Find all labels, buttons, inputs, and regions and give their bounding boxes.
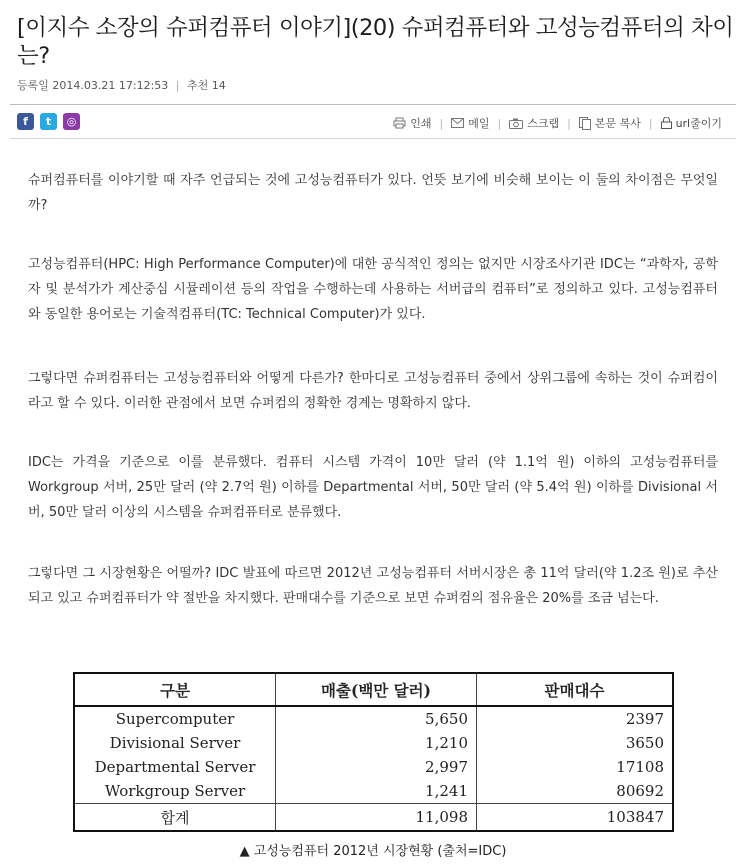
toolbar-divider: | [439,116,444,130]
scrap-button[interactable] [509,115,559,131]
table-cell: 11,098 [276,804,477,832]
copy-button[interactable] [579,115,641,131]
twitter-icon[interactable]: t [40,113,57,130]
column-header: 매출(백만 달러) [276,673,477,706]
article-toolbar [393,115,722,131]
table-cell: 2397 [477,706,674,731]
table-total-row [74,804,673,832]
table-row [74,779,673,804]
table-row [74,755,673,779]
meta-divider: | [175,79,180,92]
paragraph: IDC는 가격을 기준으로 이를 분류했다. 컴퓨터 시스템 가격이 10만 달러 (약 1.1억 원) 이하의 고성능컴퓨터를 Workgroup 서버, 25만 달러 (약 2.7억 원) 이하를 Departmental 서버, 50만 달러 (약 5.4억 원) 이하를 Divisional 서버, 50만 달러 이상의 시스템을 슈퍼컴퓨터로 분류했다. [28,455,718,520]
date-label: 등록일 [17,79,49,92]
printer-icon [393,117,406,129]
paragraph: 슈퍼컴퓨터를 이야기할 때 자주 언급되는 것에 고성능컴퓨터가 있다. 언뜻 보기에 비슷해 보이는 이 둘의 차이점은 무엇일까? [28,173,718,213]
table-cell: 합계 [74,804,276,832]
paragraph: 그렇다면 슈퍼컴퓨터는 고성능컴퓨터와 어떻게 다른가? 한마디로 고성능컴퓨터 중에서 상위그룹에 속하는 것이 슈퍼컴이라고 할 수 있다. 이러한 관점에서 보면 슈퍼컴의 정확한 경계는 명확하지 않다. [28,371,718,411]
table-caption: ▲ 고성능컴퓨터 2012년 시장현황 (출처=IDC) [239,844,507,859]
toolbar-divider: | [567,116,571,130]
table-cell: 1,210 [276,731,477,755]
table-cell: Departmental Server [94,758,256,776]
recommend-label: 추천 [187,79,209,92]
toolbar-divider-line [10,138,736,139]
short-url-label: url줄이기 [675,117,722,130]
table-cell: 2,997 [276,755,477,779]
print-label: 인쇄 [410,117,432,130]
facebook-icon[interactable]: f [17,113,34,130]
table-cell: Supercomputer [115,710,235,728]
table-row [74,706,673,731]
article-title: [이지수 소장의 슈퍼컴퓨터 이야기](20) 슈퍼컴퓨터와 고성능컴퓨터의 차이는? [17,15,734,69]
short-url-button[interactable] [661,115,722,131]
table-cell: 3650 [477,731,674,755]
table-cell: 103847 [477,804,674,832]
header-divider [10,104,736,105]
column-header: 구분 [74,673,276,706]
print-button[interactable] [393,115,431,131]
table-cell: 1,241 [276,779,477,804]
mail-label: 메일 [468,117,490,130]
paragraph: 고성능컴퓨터(HPC: High Performance Computer)에 대한 공식적인 정의는 없지만 시장조사기관 IDC는 “과학자, 공학자 및 분석가가 계산중심 시뮬레이션 등의 작업을 수행하는데 사용하는 서버급의 컴퓨터”로 정의하고 있다. 고성능컴퓨터와 동일한 용어로는 기술적컴퓨터(TC: Technical Computer)가 있다. [28,257,718,322]
table-row [74,731,673,755]
scrap-label: 스크랩 [527,117,560,130]
market-table [73,672,674,832]
toolbar-divider: | [497,116,502,130]
mail-icon [451,118,464,128]
mail-button[interactable] [451,115,489,131]
lock-icon [661,117,672,129]
share-bar [17,113,80,130]
table-cell: Workgroup Server [104,782,246,800]
copy-label: 본문 복사 [594,117,641,130]
table-cell: Divisional Server [109,734,241,752]
table-cell: 5,650 [276,706,477,731]
table-header-row [74,673,673,706]
paragraph: 그렇다면 그 시장현황은 어떨까? IDC 발표에 따르면 2012년 고성능컴퓨터 서버시장은 총 11억 달러(약 1.2조 원)로 추산되고 있고 슈퍼컴퓨터가 약 절반을 차지했다. 판매대수를 기준으로 보면 슈퍼컴의 점유율은 20%를 조금 넘는다. [28,566,718,606]
table-cell: 17108 [477,755,674,779]
recommend-count: 14 [211,79,226,92]
copy-icon [579,117,591,130]
toolbar-divider: | [648,116,653,130]
messenger-icon[interactable]: ◎ [63,113,80,130]
column-header: 판매대수 [477,673,674,706]
camera-icon [509,118,523,129]
article-meta [17,77,226,93]
table-cell: 80692 [477,779,674,804]
publish-date: 2014.03.21 17:12:53 [52,79,169,92]
